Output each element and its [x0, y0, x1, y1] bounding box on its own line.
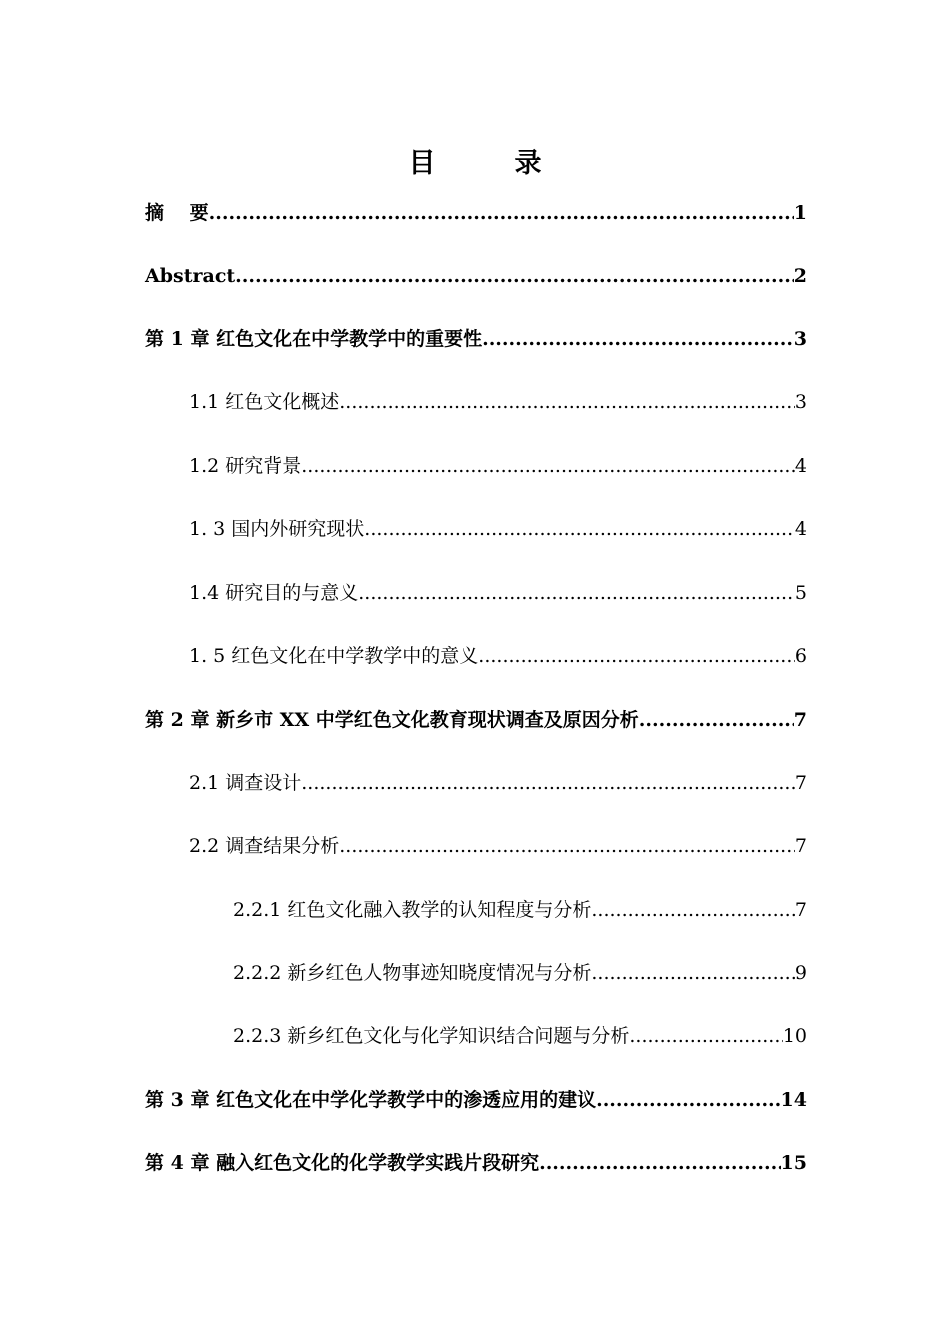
toc-entry-label: 2.1 调查设计 — [189, 772, 302, 794]
toc-dot-leader — [301, 451, 795, 481]
toc-entry-label: 2.2.3 新乡红色文化与化学知识结合问题与分析 — [233, 1025, 630, 1047]
toc-entry-label: 第 4 章 融入红色文化的化学教学实践片段研究 — [145, 1152, 540, 1174]
toc-entry-abstract-cn[interactable] — [145, 198, 807, 228]
toc-page-number: 4 — [794, 455, 807, 477]
toc-page-number: 3 — [794, 391, 807, 413]
toc-entry-section-1-5[interactable] — [189, 641, 807, 671]
toc-entry-section-1-1[interactable] — [189, 387, 807, 417]
toc-entry-label: 2.2.2 新乡红色人物事迹知晓度情况与分析 — [233, 962, 592, 984]
toc-entry-label: 第 2 章 新乡市 XX 中学红色文化教育现状调查及原因分析 — [145, 709, 639, 731]
toc-page-number: 7 — [794, 835, 807, 857]
toc-dot-leader — [539, 1148, 780, 1178]
toc-entry-chapter-3[interactable] — [145, 1085, 807, 1115]
toc-dot-leader — [358, 578, 795, 608]
toc-dot-leader — [339, 831, 795, 861]
toc-dot-leader — [639, 705, 794, 735]
toc-entry-abstract-en[interactable] — [145, 261, 807, 291]
toc-entry-chapter-1[interactable] — [145, 324, 807, 354]
toc-page-number: 7 — [794, 772, 807, 794]
toc-entry-section-2-2-1[interactable] — [233, 895, 807, 925]
toc-entry-section-2-2-3[interactable] — [233, 1021, 807, 1051]
toc-entry-label: 摘 要 — [145, 202, 209, 224]
toc-entry-label: 1. 5 红色文化在中学教学中的意义 — [189, 645, 479, 667]
toc-dot-leader — [209, 198, 794, 228]
toc-dot-leader — [629, 1021, 782, 1051]
toc-entry-section-2-2-2[interactable] — [233, 958, 807, 988]
toc-dot-leader — [478, 641, 795, 671]
toc-entry-label: Abstract — [145, 265, 236, 287]
toc-entry-label: 1.4 研究目的与意义 — [189, 582, 359, 604]
toc-page-number: 15 — [780, 1152, 807, 1174]
toc-entry-section-1-4[interactable] — [189, 578, 807, 608]
toc-page-number: 10 — [782, 1025, 807, 1047]
toc-page-number: 7 — [794, 899, 807, 921]
toc-entry-label: 1.2 研究背景 — [189, 455, 302, 477]
toc-entry-label: 第 1 章 红色文化在中学教学中的重要性 — [145, 328, 483, 350]
toc-entry-chapter-2[interactable] — [145, 705, 807, 735]
toc-entry-label: 1. 3 国内外研究现状 — [189, 518, 365, 540]
toc-dot-leader — [482, 324, 794, 354]
toc-dot-leader — [591, 958, 795, 988]
toc-entry-section-2-1[interactable] — [189, 768, 807, 798]
toc-dot-leader — [364, 514, 795, 544]
toc-page-number: 4 — [794, 518, 807, 540]
toc-page-number: 5 — [794, 582, 807, 604]
toc-page-number: 9 — [794, 962, 807, 984]
toc-page-number: 2 — [793, 265, 807, 287]
toc-entry-section-2-2[interactable] — [189, 831, 807, 861]
toc-entry-section-1-3[interactable] — [189, 514, 807, 544]
toc-dot-leader — [339, 387, 795, 417]
toc-entry-label: 2.2.1 红色文化融入教学的认知程度与分析 — [233, 899, 592, 921]
toc-entry-label: 1.1 红色文化概述 — [189, 391, 340, 413]
toc-dot-leader — [591, 895, 795, 925]
toc-entry-chapter-4[interactable] — [145, 1148, 807, 1178]
toc-dot-leader — [596, 1085, 780, 1115]
toc-entry-label: 第 3 章 红色文化在中学化学教学中的渗透应用的建议 — [145, 1089, 597, 1111]
toc-title: 目 录 — [408, 148, 568, 179]
toc-page-number: 6 — [794, 645, 807, 667]
toc-dot-leader — [301, 768, 795, 798]
toc-page-number: 1 — [793, 202, 807, 224]
toc-entry-label: 2.2 调查结果分析 — [189, 835, 340, 857]
toc-dot-leader — [235, 261, 794, 291]
toc-page-number: 3 — [793, 328, 807, 350]
toc-entry-section-1-2[interactable] — [189, 451, 807, 481]
toc-page-number: 7 — [793, 709, 807, 731]
toc-page-number: 14 — [780, 1089, 807, 1111]
